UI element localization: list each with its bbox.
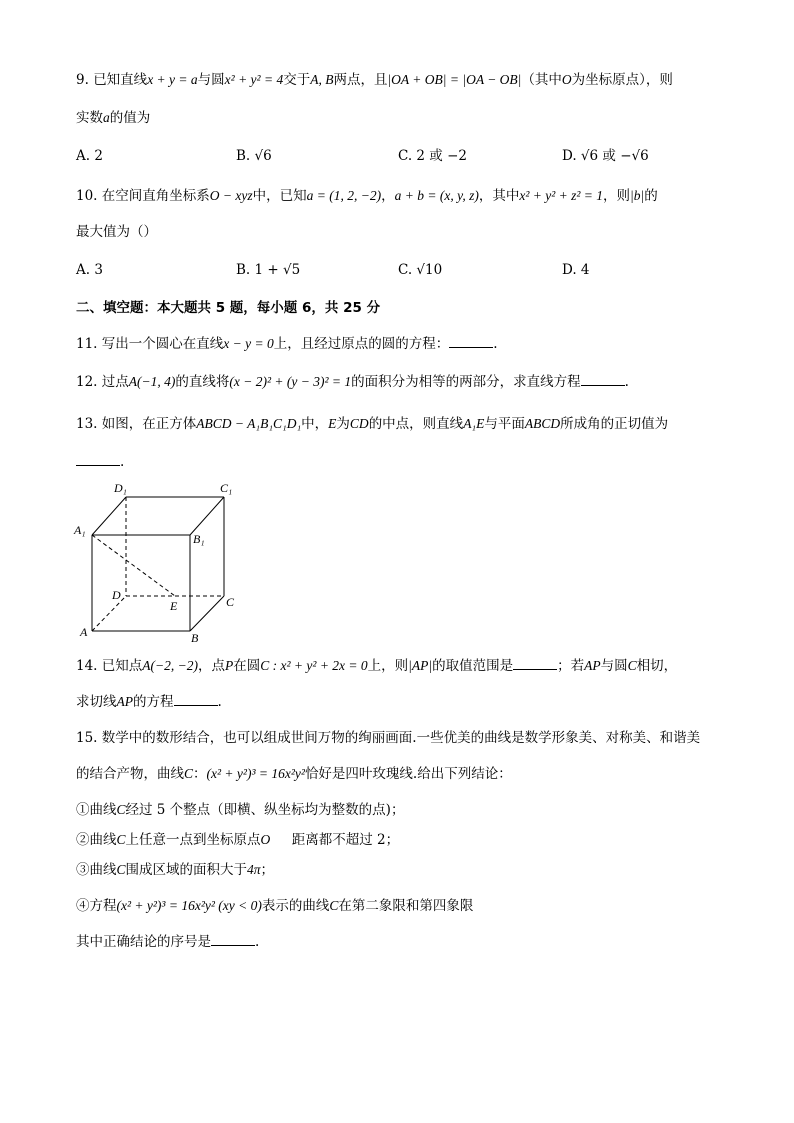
q15-curve-name: C [184, 766, 194, 781]
q10-sum-vector: a + b = (x, y, z) [394, 188, 479, 203]
q14-p: P [225, 658, 234, 673]
q10-text-2: 中，已知 [252, 188, 307, 204]
q15-line2-pre: 的结合产物，曲线 [76, 766, 184, 782]
q15-c4-equation: (x² + y²)³ = 16x²y² (xy < 0) [116, 898, 262, 913]
q10-text-4: ，则 [603, 188, 631, 204]
q14-text-3: 在圆 [233, 658, 261, 674]
q14-line2-ap: AP [116, 694, 133, 709]
q9-text-3: 交于 [283, 72, 311, 88]
q11-line [76, 334, 498, 354]
q13-text-5: 与平面 [484, 416, 525, 432]
q15-c2-post: 距离都不超过 2； [291, 832, 400, 848]
q14-text-2: ，点 [198, 658, 225, 674]
hidden-edge-a-d [92, 596, 126, 631]
q15-c2-origin: O [260, 832, 271, 847]
q13-text-6: 所成角的正切值为 [560, 416, 669, 432]
q9-origin: O [561, 72, 572, 87]
q9-variable: a [103, 110, 110, 125]
q14-text-1: 已知点 [101, 658, 143, 674]
q12-text-3: 的面积分为相等的两部分，求直线方程 [351, 374, 581, 390]
q15-c3-curve: C [116, 862, 126, 877]
q15-c4-mid: 表示的曲线 [261, 898, 330, 914]
q13-number: 13. [76, 416, 98, 432]
q15-c4-curve: C [329, 898, 339, 913]
q9-text-6: 为坐标原点），则 [571, 72, 673, 88]
q15-text-1: 数学中的数形结合，也可以组成世间万物的绚丽画面.一些优美的曲线是数学形象美、对称美、和谐美 [101, 730, 701, 746]
q13-a1e: A₁E [463, 416, 485, 431]
q14-text-6: ；若 [557, 658, 585, 674]
label-d1: D₁ [114, 481, 127, 495]
q9-line2-pre: 实数 [76, 110, 103, 126]
section2-title: 二、填空题：本大题共 5 题，每小题 6，共 25 分 [76, 300, 381, 316]
edge-a1-d1 [92, 497, 126, 535]
q12-equation: (x − 2)² + (y − 3)² = 1 [229, 374, 352, 389]
q14-line2 [76, 692, 222, 712]
q9-option-d: D. √6 或 −√6 [562, 148, 649, 164]
q15-c1-post: 经过 5 个整点（即横、纵坐标均为整数的点)； [125, 802, 405, 818]
q12-end: . [624, 374, 629, 390]
q14-circle: C : x² + y² + 2x = 0 [260, 658, 368, 673]
q9-line1 [76, 70, 673, 90]
q10-option-b: B. 1 + √5 [236, 262, 301, 278]
label-b1: B₁ [193, 532, 205, 546]
q9-option-a: A. 2 [76, 148, 103, 164]
label-c1: C₁ [220, 481, 233, 495]
q11-equation: x − y = 0 [223, 336, 274, 351]
label-a: A [80, 625, 88, 639]
q10-option-a: A. 3 [76, 262, 103, 278]
q14-text-8: 相切， [636, 658, 678, 674]
q15-conclusion-2 [76, 830, 399, 850]
q9-circle-equation: x² + y² = 4 [224, 72, 284, 87]
edge-c-b [190, 596, 224, 631]
q10-text-1: 在空间直角坐标系 [101, 188, 210, 204]
q12-number: 12. [76, 374, 98, 390]
q9-number: 9. [76, 72, 89, 88]
label-e: E [170, 599, 178, 613]
q13-answer-blank [76, 452, 120, 466]
q14-text-4: 上，则 [367, 658, 409, 674]
q9-line-equation: x + y = a [147, 72, 198, 87]
label-d: D [112, 588, 121, 602]
q14-answer-blank-2 [174, 692, 218, 706]
q14-number: 14. [76, 658, 98, 674]
q15-end: . [255, 934, 260, 950]
q9-text-5: （其中 [521, 72, 562, 88]
q14-answer-blank-1 [513, 656, 557, 670]
q12-line [76, 372, 629, 392]
q15-curve-equation: (x² + y²)³ = 16x²y² [206, 766, 305, 781]
q13-e: E [328, 416, 337, 431]
q14-end: . [217, 694, 222, 710]
q13-cd: CD [349, 416, 369, 431]
q10-b-abs: |b| [630, 188, 645, 203]
q15-c2-pre: ②曲线 [76, 832, 117, 848]
q13-text-4: 的中点，则直线 [368, 416, 464, 432]
q14-line1 [76, 656, 677, 676]
q10-line2: 最大值为（） [76, 224, 157, 240]
q10-constraint: x² + y² + z² = 1 [519, 188, 604, 203]
q9-points: A, B [310, 72, 334, 87]
q15-c2-curve: C [116, 832, 126, 847]
q9-line2 [76, 108, 150, 128]
q13-end: . [120, 454, 125, 470]
q11-answer-blank [449, 334, 493, 348]
q13-line2 [76, 452, 124, 472]
label-c: C [226, 595, 235, 609]
q15-line2 [76, 764, 512, 784]
cube-figure [70, 478, 250, 643]
q11-number: 11. [76, 336, 98, 352]
q9-text-2: 与圆 [197, 72, 225, 88]
q14-line2-post: 的方程 [133, 694, 174, 710]
q14-ap-abs: |AP| [408, 658, 433, 673]
q15-conclusion-3 [76, 860, 274, 880]
q15-conclusion-4 [76, 896, 473, 916]
q15-last-text: 其中正确结论的序号是 [76, 934, 211, 950]
q11-end: . [493, 336, 498, 352]
q15-number: 15. [76, 730, 98, 746]
q9-option-c: C. 2 或 −2 [398, 148, 468, 164]
q10-text-3: ，其中 [478, 188, 520, 204]
q12-point: A(−1, 4) [128, 374, 176, 389]
q9-text-1: 已知直线 [93, 72, 148, 88]
q13-cube: ABCD − A₁B₁C₁D₁ [196, 416, 302, 431]
q15-c3-value: 4π [247, 862, 261, 877]
q12-text-2: 的直线将 [175, 374, 230, 390]
edge-b1-c1 [190, 497, 224, 535]
q14-text-7: 与圆 [600, 658, 628, 674]
q15-last-line [76, 932, 259, 952]
q10-a-vector: a = (1, 2, −2) [306, 188, 382, 203]
q15-c1-curve: C [116, 802, 126, 817]
q13-plane: ABCD [524, 416, 561, 431]
q11-text-1: 写出一个圆心在直线 [101, 336, 224, 352]
label-a1: A₁ [74, 523, 86, 537]
q15-answer-blank [211, 932, 255, 946]
q13-text-2: 中， [301, 416, 329, 432]
q15-c1-pre: ①曲线 [76, 802, 117, 818]
q10-option-c: C. √10 [398, 262, 443, 278]
q10-system: O − xyz [209, 188, 253, 203]
q9-text-4: 两点，且 [333, 72, 388, 88]
q15-c3-pre: ③曲线 [76, 862, 117, 878]
q14-text-5: 的取值范围是 [432, 658, 514, 674]
q15-line2-colon: ： [193, 766, 207, 782]
q9-vector-equation: |OA + OB| = |OA − OB| [387, 72, 522, 87]
q15-line2-post: 恰好是四叶玫瑰线.给出下列结论： [304, 766, 512, 782]
q13-text-3: 为 [336, 416, 350, 432]
q14-line2-pre: 求切线 [76, 694, 117, 710]
q12-answer-blank [581, 372, 625, 386]
q10-text-5: 的 [644, 188, 658, 204]
q10-option-d: D. 4 [562, 262, 590, 278]
q15-c4-post: 在第二象限和第四象限 [338, 898, 474, 914]
q10-number: 10. [76, 188, 98, 204]
q10-line1: 10. 在空间直角坐标系O − xyz中，已知a = (1, 2, −2)，a + b = (x, y, z)，其中x² + y² + z² = 1，则|b|的 [76, 188, 658, 204]
q14-ap: AP [584, 658, 601, 673]
q15-line1 [76, 728, 700, 748]
q15-c3-mid: 围成区域的面积大于 [125, 862, 248, 878]
q13-line1 [76, 414, 668, 434]
segment-a1-e [92, 535, 175, 596]
q15-conclusion-1 [76, 800, 404, 820]
label-b: B [191, 631, 199, 643]
q9-option-b: B. √6 [236, 148, 272, 164]
q15-c3-post: ； [260, 862, 275, 878]
q12-text-1: 过点 [101, 374, 129, 390]
q15-c4-pre: ④方程 [76, 898, 117, 914]
q15-c2-mid: 上任意一点到坐标原点 [125, 832, 261, 848]
q14-c: C [627, 658, 637, 673]
q9-line2-post: 的值为 [109, 110, 151, 126]
q13-text-1: 如图，在正方体 [101, 416, 197, 432]
q11-text-2: 上，且经过原点的圆的方程： [273, 336, 450, 352]
q14-point-a: A(−2, −2) [142, 658, 198, 673]
